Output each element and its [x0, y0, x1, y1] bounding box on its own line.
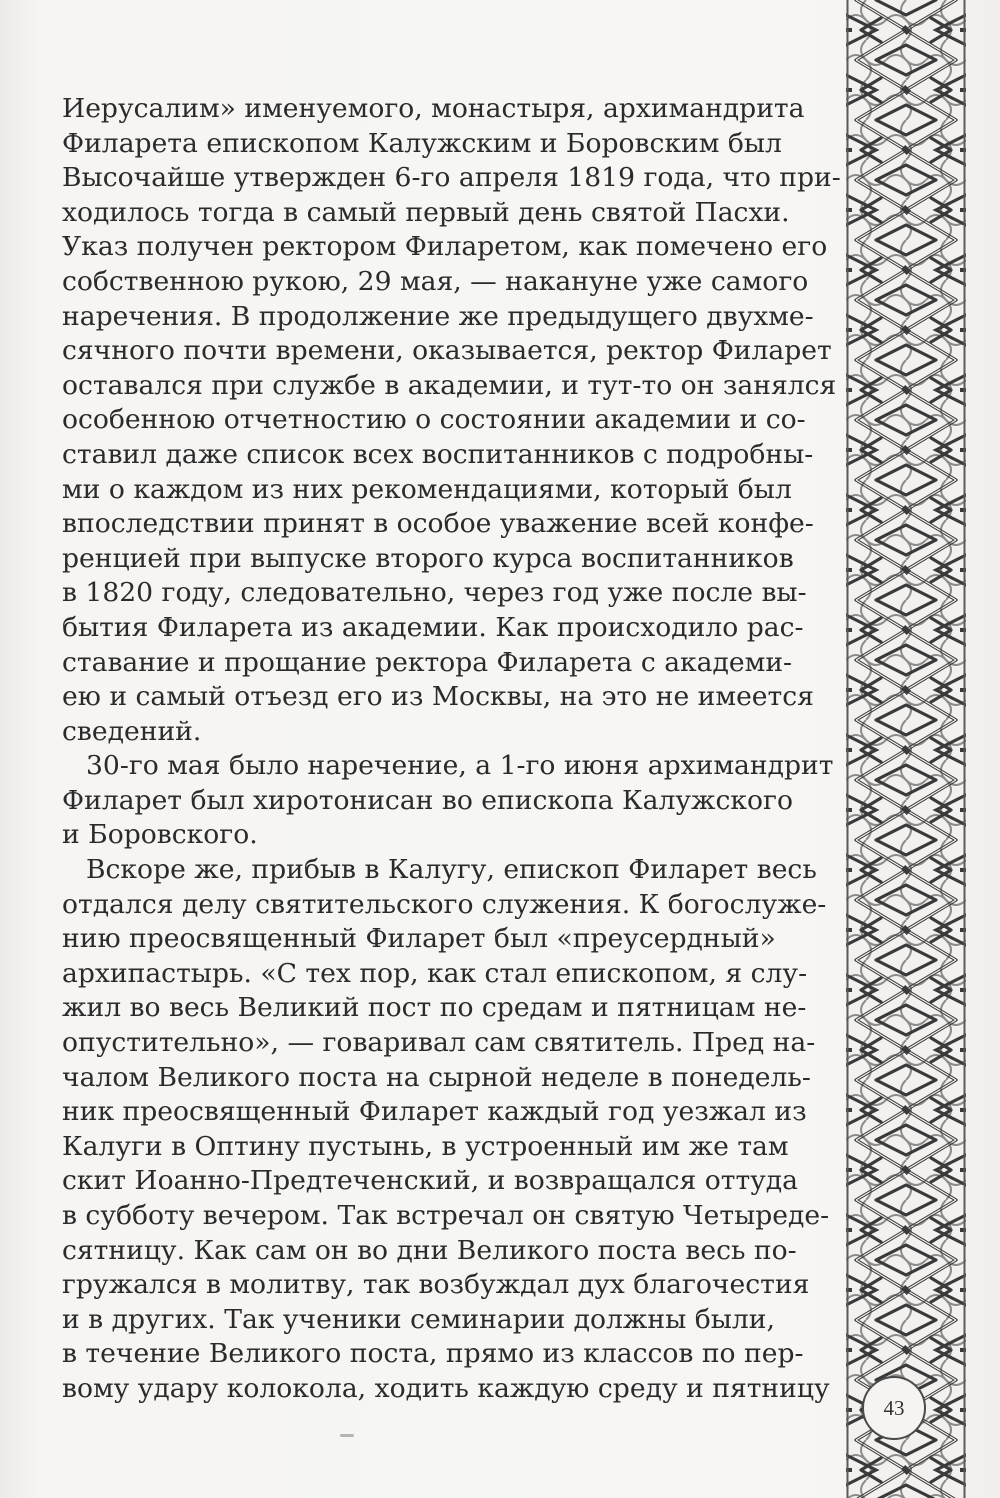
- text-line: гружался в молитву, так возбуждал дух благочестия: [62, 1269, 810, 1301]
- text-line: ренцией при выпуске второго курса воспитанников: [62, 542, 794, 574]
- text-line: скит Иоанно-Предтеченский, и возвращался оттуда: [62, 1165, 799, 1197]
- text-line: и Боровского.: [62, 819, 258, 851]
- text-line: Филарета епископом Калужским и Боровским был: [62, 127, 782, 159]
- text-line: опустительно», — говаривал сам святитель. Пред на-: [62, 1027, 816, 1059]
- text-line: чалом Великого поста на сырной неделе в понедель-: [62, 1061, 811, 1093]
- print-speck: [340, 1434, 354, 1437]
- text-line: отдался делу святительского служения. К богослуже-: [62, 888, 827, 920]
- text-line: собственною рукою, 29 мая, — накануне уже самого: [62, 265, 809, 297]
- text-line: наречения. В продолжение же предыдущего двухме-: [62, 300, 814, 332]
- text-line: ставание и прощание ректора Филарета с академи-: [62, 646, 793, 678]
- text-line: в течение Великого поста, прямо из классов по пер-: [62, 1338, 804, 1370]
- text-line: в 1820 году, следовательно, через год уже после вы-: [62, 577, 807, 609]
- body-text: [62, 92, 841, 1407]
- text-line: в субботу вечером. Так встречал он святую Четыреде-: [62, 1200, 830, 1231]
- text-line: впоследствии принят в особое уважение всей конфе-: [62, 508, 814, 540]
- text-line: и в других. Так ученики семинарии должны были,: [62, 1303, 775, 1335]
- text-line: нию преосвященный Филарет был «преусердный»: [62, 923, 776, 955]
- text-line: ею и самый отъезд его из Москвы, на это не имеется: [62, 681, 814, 713]
- text-line: Высочайше утвержден 6-го апреля 1819 года, что при-: [62, 162, 841, 194]
- text-line: ходилось тогда в самый первый день святой Пасхи.: [62, 196, 790, 228]
- text-line: Указ получен ректором Филаретом, как помечено его: [62, 231, 828, 263]
- text-line: сведений.: [62, 715, 202, 747]
- text-line: бытия Филарета из академии. Как происходило рас-: [62, 611, 804, 643]
- text-line: 30-го мая было наречение, а 1-го июня архимандрит: [86, 750, 834, 782]
- page-number: 43: [862, 1376, 926, 1440]
- text-line: ставил даже список всех воспитанников с подробны-: [62, 438, 814, 470]
- text-line: Иерусалим» именуемого, монастыря, архимандрита: [62, 93, 805, 124]
- text-line: сятницу. Как сам он во дни Великого поста весь по-: [62, 1234, 797, 1266]
- text-line: сячного почти времени, оказывается, ректор Филарет: [62, 335, 832, 367]
- text-line: особенною отчетностию о состоянии академии и со-: [62, 404, 806, 436]
- text-line: жил во весь Великий пост по средам и пятницам не-: [62, 992, 807, 1024]
- celtic-knot-border-icon: [846, 0, 966, 1498]
- text-line: Вскоре же, прибыв в Калугу, епископ Филарет весь: [86, 854, 817, 886]
- text-line: вому удару колокола, ходить каждую среду и пятницу: [62, 1372, 830, 1404]
- text-line: оставался при службе в академии, и тут-то он занялся: [62, 369, 837, 401]
- text-line: ник преосвященный Филарет каждый год уезжал из: [62, 1096, 807, 1128]
- text-line: архипастырь. «С тех пор, как стал епископом, я слу-: [62, 957, 808, 989]
- text-line: ми о каждом из них рекомендациями, который был: [62, 473, 792, 505]
- text-line: Калуги в Оптину пустынь, в устроенный им же там: [62, 1130, 789, 1162]
- text-line: Филарет был хиротонисан во епископа Калужского: [62, 784, 793, 816]
